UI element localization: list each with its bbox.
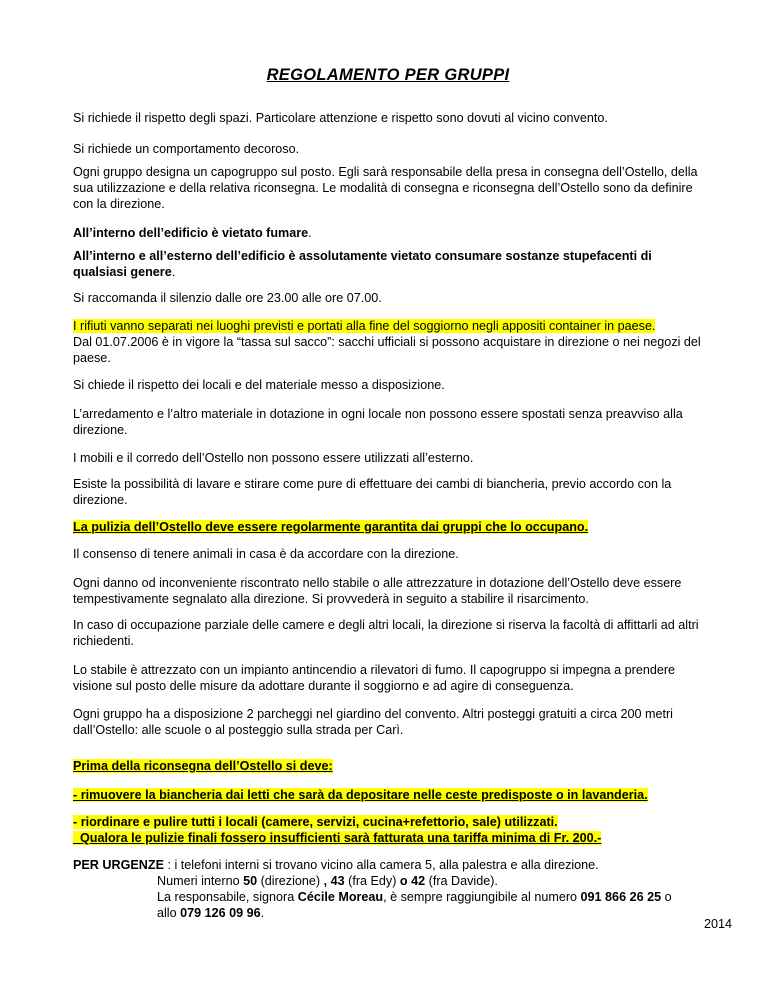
rule-waste: I rifiuti vanno separati nei luoghi previsti e portati alla fine del soggiorno negli appositi container in paese. Dal 01.07.2006 è in vigore la “tassa sul sacco”: sacchi ufficiali si possono acquistare in direzione o nei negozi del paese. [73, 319, 701, 365]
checkout-linen: - rimuovere la biancheria dai letti che sarà da depositare nelle ceste predisposte o in lavanderia. [73, 788, 648, 802]
rule-furniture: L’arredamento e l’altro materiale in dotazione in ogni locale non possono essere spostati senza preavviso alla direzione. [73, 407, 683, 437]
emergency-mobile: allo 079 126 09 96. [157, 906, 265, 920]
rule-fire-safety: Lo stabile è attrezzato con un impianto antincendio a rilevatori di fumo. Il capogruppo si impegna a prendere visione sul posto delle misure da adottare durante il soggiorno e ad agire di conseguenza. [73, 663, 676, 693]
document-year: 2014 [703, 917, 732, 931]
rule-group-leader: Ogni gruppo designa un capogruppo sul posto. Egli sarà responsabile della presa in consegna dell’Ostello, della sua utilizzazione e della relativa riconsegna. Le modalità di consegna e riconsegna dell’Ostello sono da definire con la direzione. [73, 165, 698, 211]
rule-laundry: Esiste la possibilità di lavare e stirare come pure di effettuare dei cambi di biancheria, previo accordo con la direzione. [73, 477, 672, 507]
rule-respect-spaces: Si richiede il rispetto degli spazi. Particolare attenzione e rispetto sono dovuti al vicino convento. [73, 111, 608, 125]
checkout-heading: Prima della riconsegna dell’Ostello si deve: [73, 759, 333, 773]
rule-no-smoking: All’interno dell’edificio è vietato fumare. [73, 226, 312, 240]
rule-furniture-outside: I mobili e il corredo dell’Ostello non possono essere utilizzati all’esterno. [73, 451, 474, 465]
rule-silence: Si raccomanda il silenzio dalle ore 23.00 alle ore 07.00. [73, 291, 382, 305]
checkout-cleaning: - riordinare e pulire tutti i locali (camere, servizi, cucina+refettorio, sale) utilizzati. Qualora le pulizie finali fossero insufficienti sarà fatturata una tariffa minima di Fr. 200.- [73, 815, 602, 845]
rule-parking: Ogni gruppo ha a disposizione 2 parcheggi nel giardino del convento. Altri posteggi gratuiti a circa 200 metri dall’Ostello: alle scuole o al posteggio sulla strada per Carì. [73, 707, 673, 737]
rule-respect-rooms: Si chiede il rispetto dei locali e del materiale messo a disposizione. [73, 378, 445, 392]
rule-no-drugs: All’interno e all’esterno dell’edificio è assolutamente vietato consumare sostanze stupefacenti di qualsiasi genere. [73, 249, 652, 279]
emergency-internal-numbers: Numeri interno 50 (direzione) , 43 (fra Edy) o 42 (fra Davide). [157, 874, 498, 888]
rule-animals: Il consenso di tenere animali in casa è da accordare con la direzione. [73, 547, 459, 561]
rule-damages: Ogni danno od inconveniente riscontrato nello stabile o alle attrezzature in dotazione dell’Ostello deve essere tempestivamente segnalato alla direzione. Si provvederà in seguito a stabilire il risarcimento. [73, 576, 682, 606]
page-title: REGOLAMENTO PER GRUPPI [266, 66, 510, 84]
rule-partial-occupation: In caso di occupazione parziale delle camere e degli altri locali, la direzione si riserva la facoltà di affittarli ad altri richiedenti. [73, 618, 699, 648]
rule-cleaning: La pulizia dell’Ostello deve essere regolarmente garantita dai gruppi che lo occupano. [73, 520, 589, 534]
rule-behaviour: Si richiede un comportamento decoroso. [73, 142, 300, 156]
emergency-manager: La responsabile, signora Cécile Moreau, è sempre raggiungibile al numero 091 866 26 25 o [157, 890, 672, 904]
emergency-line: PER URGENZE : i telefoni interni si trovano vicino alla camera 5, alla palestra e alla direzione. [73, 858, 599, 872]
